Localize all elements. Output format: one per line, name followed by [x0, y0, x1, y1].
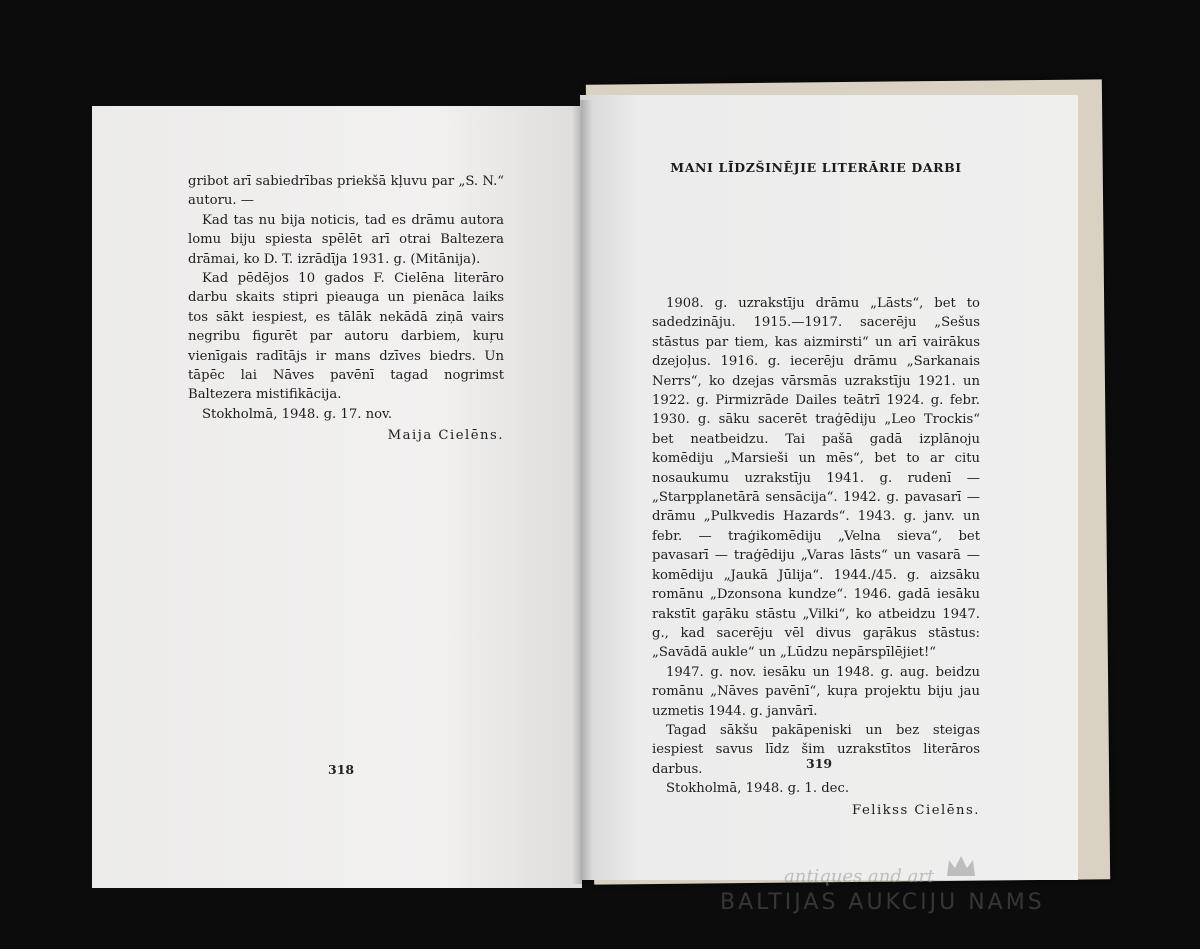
left-page-text [188, 172, 504, 446]
left-date-line: Stokholmā, 1948. g. 17. nov. [202, 406, 393, 422]
right-paragraph: 1908. g. uzrakstīju drāmu „Lāsts“, bet to sadedzināju. 1915.—1917. sacerēju „Sešus stāstus par tiem, kas aizmirsti“ un arī vairākus dzejoļus. 1916. g. iecerēju drāmu „Sarkanais Nerrs“, ko dzejas vārsmās uzrakstīju 1921. un 1922. g. Pirmizrāde Dailes teātrī 1924. g. febr. 1930. g. sāku sacerēt traģēdiju „Leo Trockis“ bet neatbeidzu. Tai pašā gadā izplānoju komēdiju „Marsieši un mēs“, bet to ar citu nosaukumu uzrakstīju 1941. g. rudenī — „Starpplanetārā sensācija“. 1942. g. pavasarī — drāmu „Pulkvedis Hazards“. 1943. g. janv. un febr. — traģikomēdiju „Velna sieva“, bet pavasarī — traģēdiju „Varas lāsts“ un vasarā — komēdiju „Jaukā Jūlija“. 1944./45. g. aizsāku romānu „Dzonsona kundze“. 1946. gadā iesāku rakstīt gaŗāku stāstu „Vilki“, ko atbeidzu 1947. g., kad sacerēju vēl divus gaŗākus stāstus: „Savādā aukle“ un „Lūdzu nepārspīlējiet!“ [652, 296, 980, 661]
page-number-left: 318 [328, 762, 355, 777]
book-spine [572, 100, 592, 884]
left-paragraph: Kad pēdējos 10 gados F. Cielēna literāro darbu skaits stipri pieauga un pienāca laiks tos sākt iespiest, es tālāk nekādā ziņā vairs negribu figurēt par autoru darbiem, kuŗu vienīgais radītājs ir mans dzīves biedrs. Un tāpēc lai Nāves pavēnī tagad nogrimst Baltezera mistifikācija. [188, 271, 504, 403]
right-page-text [652, 294, 980, 820]
crown-icon [944, 852, 978, 882]
left-signature: Maija Cielēns. [387, 428, 504, 444]
chapter-heading: MANI LĪDZŠINĒJIE LITERĀRIE DARBI [670, 160, 962, 175]
right-paragraph: Tagad sākšu pakāpeniski un bez steigas iespiest savus līdz šim uzrakstītos literāros darbus. [652, 722, 980, 777]
left-paragraph: Kad tas nu bija noticis, tad es drāmu autora lomu biju spiesta spēlēt arī otrai Baltezera drāmai, ko D. T. izrādīja 1931. g. (Mitānija). [188, 212, 504, 267]
watermark [720, 860, 1140, 920]
watermark-tagline: antiques and art [784, 866, 935, 887]
left-paragraph: gribot arī sabiedrības priekšā kļuvu par „S. N.“ autoru. — [188, 174, 504, 209]
right-signature: Felikss Cielēns. [852, 802, 980, 818]
right-paragraph: 1947. g. nov. iesāku un 1948. g. aug. beidzu romānu „Nāves pavēnī“, kuŗa projektu biju jau uzmetis 1944. g. janvārī. [652, 664, 980, 719]
page-number-right: 319 [806, 756, 833, 771]
right-date-line: Stokholmā, 1948. g. 1. dec. [666, 781, 850, 797]
watermark-brand: BALTIJAS AUKCIJU NAMS [720, 890, 1045, 915]
